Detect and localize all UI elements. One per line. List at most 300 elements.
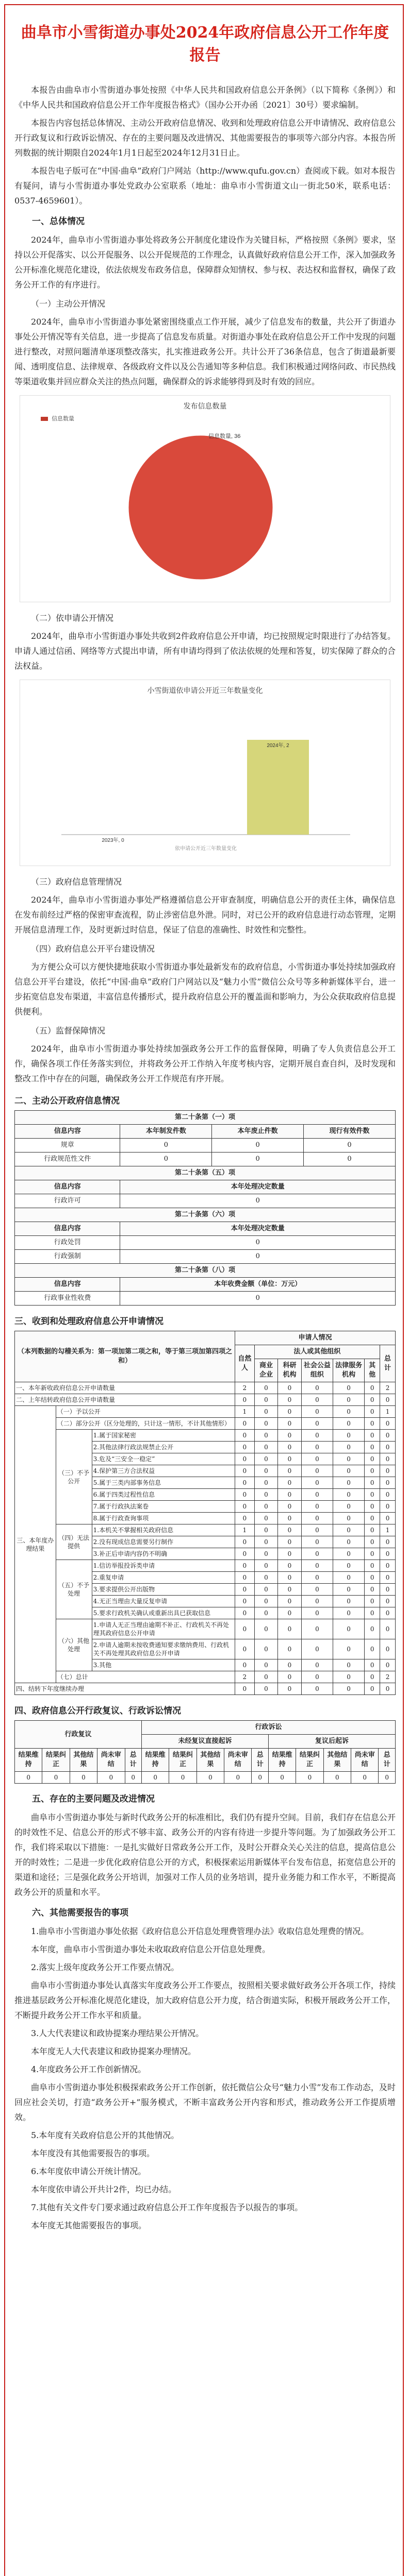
table-cell: 0 (333, 1572, 365, 1584)
table-cell: 0 (278, 1584, 302, 1596)
table-cell: 0 (333, 1639, 365, 1659)
table1-col2-0: 信息内容 (15, 1180, 120, 1194)
table-cell: 0 (254, 1536, 278, 1548)
table-cell: 0 (301, 1513, 333, 1524)
table-cell: 四、结转下年度继续办理 (15, 1683, 235, 1695)
table-cell: 0 (333, 1536, 365, 1548)
table3-col: 总计 (252, 1749, 268, 1772)
table-cell: 1 (235, 1524, 254, 1536)
table2-org-col: 其他 (365, 1359, 380, 1382)
table1-col3-0: 信息内容 (15, 1222, 120, 1236)
table3-col: 总计 (379, 1749, 396, 1772)
table-cell: 0 (380, 1465, 396, 1477)
table-cell: 0 (365, 1477, 380, 1489)
table-cell: 0 (365, 1536, 380, 1548)
table-cell: 0 (235, 1548, 254, 1560)
table-cell: 0 (380, 1501, 396, 1513)
table1-rule3-header: 第二十条第（六）项 (15, 1208, 396, 1222)
other-item-text: 本年度依申请公开共计2件，均已办结。 (31, 2184, 177, 2194)
table-cell: 0 (380, 1453, 396, 1465)
table3-col: 其他结果 (197, 1749, 224, 1772)
table-cell: 0 (365, 1639, 380, 1659)
table-cell: 0 (333, 1671, 365, 1683)
table-cell: 0 (254, 1560, 278, 1572)
table-cell: 0 (301, 1560, 333, 1572)
table-cell: 0 (169, 1772, 197, 1784)
request-disclosure-text: 2024年，曲阜市小雪街道办事处共收到2件政府信息公开申请，均已按照规定时限进行了办结答复。申请人通过信函、网络等方式提出申请，所有申请均得到了依法依规的处理和答复，切实保障了群众的合法权益。 (14, 631, 396, 671)
table-cell: 0 (254, 1671, 278, 1683)
table-cell: 0 (254, 1639, 278, 1659)
table-cell: 0 (141, 1772, 169, 1784)
info-management-text: 2024年，曲阜市小雪街道办事处严格遵循信息公开审查制度，明确信息公开的责任主体，确保信息在发布前经过严格的保密审查流程，防止涉密信息外泄。同时，对已公开的政府信息进行动态管理，定期开展信息清理工作，及时更新过时信息，保证了信息的准确性、时效性和完整性。 (14, 895, 396, 935)
pie-slice-label: 信息数量, 36 (208, 433, 241, 439)
table-cell: 0 (380, 1572, 396, 1584)
table-cell: 0 (365, 1560, 380, 1572)
supervision-heading: （五）监督保障情况 (31, 1026, 106, 1036)
table2-group-label: 三、本年度办理结果 (15, 1406, 56, 1683)
table-cell: 0 (278, 1465, 302, 1477)
table-cell: 0 (278, 1619, 302, 1639)
table-cell: 0 (254, 1524, 278, 1536)
table2-org-col: 商业企业 (254, 1359, 278, 1382)
table-cell: 0 (254, 1477, 278, 1489)
table3-col: 尚未审结 (351, 1749, 379, 1772)
table-cell: 行政强制 (15, 1250, 120, 1264)
table2-org-header: 法人或其他组织 (254, 1345, 380, 1359)
table-cell: 0 (254, 1453, 278, 1465)
table-cell: 0 (235, 1659, 254, 1671)
table3-col: 结果纠正 (296, 1749, 323, 1772)
table-cell: 0 (301, 1671, 333, 1683)
table-cell: 0 (365, 1382, 380, 1394)
table-cell: 3.要求提供公开出版物 (92, 1584, 235, 1596)
table-cell: 0 (120, 1250, 396, 1264)
table-cell: 0 (278, 1548, 302, 1560)
table-cell: 0 (333, 1619, 365, 1639)
table-cell: 0 (254, 1382, 278, 1394)
table-cell: 0 (254, 1683, 278, 1695)
table-cell: 0 (301, 1572, 333, 1584)
table-cell: 0 (301, 1596, 333, 1607)
table-row (15, 1250, 396, 1264)
table-cell: 0 (254, 1406, 278, 1418)
table3-col-row (15, 1749, 396, 1772)
table-cell: 0 (278, 1513, 302, 1524)
table-cell: 0 (278, 1659, 302, 1671)
pie-slice-information-count (128, 435, 273, 580)
table-cell: 0 (301, 1524, 333, 1536)
table-cell: 0 (252, 1772, 268, 1784)
table3-col: 其他结果 (70, 1749, 97, 1772)
table3-ss-header: 行政诉讼 (141, 1721, 395, 1735)
table-cell: 0 (254, 1572, 278, 1584)
table3-col: 总计 (125, 1749, 141, 1772)
bar-chart-box (20, 680, 390, 866)
table-cell: 0 (254, 1465, 278, 1477)
table-cell: 0 (278, 1671, 302, 1683)
table-cell: 0 (365, 1659, 380, 1671)
table3-fy-header: 行政复议 (15, 1721, 142, 1749)
other-item-title: 5.本年度有关政府信息公开的其他情况。 (31, 2130, 179, 2140)
table-cell: 5.属于三类内部事务信息 (92, 1477, 235, 1489)
bar-chart-svg (20, 696, 381, 855)
table-cell: 2.重复申请 (92, 1572, 235, 1584)
table1-rule-header: 第二十条第（一）项 (15, 1111, 396, 1125)
pie-chart-title: 发布信息数量 (183, 402, 227, 410)
table-row (15, 1153, 396, 1166)
table-cell: 0 (254, 1548, 278, 1560)
table3-col: 结果维持 (268, 1749, 296, 1772)
other-item-text: 曲阜市小雪街道办事处积极探索政务公开工作创新，依托微信公众号“魅力小雪”发布工作动态，及时回应社会关切，打造“政务公开+”服务模式，不断丰富政务公开内容和形式，推动政务公开工作提质增效。 (14, 2082, 396, 2122)
bar (247, 740, 309, 835)
supervision-text: 2024年，曲阜市小雪街道办事处持续加强政务公开工作的监督保障，明确了专人负责信息公开工作，确保各项工作任务落实到位，并将政务公开工作纳入年度考核内容，定期开展自查自纠，及时发现和整改工作中存在的问题，确保政务公开工作规范有序开展。 (14, 1044, 396, 1083)
table-cell: 0 (235, 1430, 254, 1442)
table-cell: 0 (304, 1153, 396, 1166)
table3-col: 结果维持 (141, 1749, 169, 1772)
table-cell: 0 (365, 1548, 380, 1560)
active-disclosure-heading: （一）主动公开情况 (31, 299, 106, 309)
table-cell: 2 (235, 1671, 254, 1683)
table-cell: 0 (235, 1501, 254, 1513)
review-litigation-table (14, 1720, 396, 1784)
table-cell: 0 (365, 1406, 380, 1418)
table-cell: 0 (235, 1639, 254, 1659)
table-cell: 0 (278, 1560, 302, 1572)
table-cell: 0 (333, 1465, 365, 1477)
table-cell: （一）予以公开 (56, 1406, 235, 1418)
table2-org-col: 社会公益组织 (301, 1359, 333, 1382)
table-cell: 0 (278, 1524, 302, 1536)
table-cell: 0 (301, 1453, 333, 1465)
table-cell: 0 (301, 1382, 333, 1394)
table3-col: 结果维持 (15, 1749, 42, 1772)
table-cell: 0 (278, 1683, 302, 1695)
table-cell: 0 (278, 1596, 302, 1607)
table2-org-col: 法律服务机构 (333, 1359, 365, 1382)
other-item-text: 本年度无人大代表建议和政协提案办理情况。 (31, 2046, 197, 2056)
table-cell: 0 (365, 1683, 380, 1695)
table-cell: 0 (365, 1453, 380, 1465)
table-cell: 0 (235, 1596, 254, 1607)
intro-paragraph-2: 本报告内容包括总体情况、主动公开政府信息情况、收到和处理政府信息公开申请情况、政府信息公开行政复议和行政诉讼情况、存在的主要问题及改进情况、其他需要报告的事项等六部分内容。本报告所列数据的统计期限自2024年1月1日起至2024年12月31日止。 (14, 118, 396, 158)
table-cell: 0 (301, 1430, 333, 1442)
legend-swatch (41, 417, 48, 421)
table-cell: 5.要求行政机关确认或重新出具已获取信息 (92, 1607, 235, 1619)
table-cell: 0 (70, 1772, 97, 1784)
report-body (14, 12, 396, 2236)
table-cell: 0 (235, 1536, 254, 1548)
table-cell: 0 (120, 1292, 396, 1306)
table-cell: 0 (333, 1489, 365, 1501)
table-cell: 0 (235, 1607, 254, 1619)
table-cell: 3.补正后申请内容仍不明确 (92, 1548, 235, 1560)
table-cell: 0 (301, 1536, 333, 1548)
table-cell: 2.没有现成信息需要另行制作 (92, 1536, 235, 1548)
table3-col: 尚未审结 (97, 1749, 125, 1772)
table-cell: 0 (278, 1394, 302, 1406)
table-cell: 0 (212, 1139, 304, 1153)
table-cell: 0 (235, 1584, 254, 1596)
table-cell: 7.属于行政执法案卷 (92, 1501, 235, 1513)
table-cell: 0 (278, 1639, 302, 1659)
info-management-heading: （三）政府信息管理情况 (31, 877, 122, 887)
table-row (15, 1292, 396, 1306)
table-cell: 0 (254, 1442, 278, 1453)
table-cell: 0 (365, 1465, 380, 1477)
section-other-list (14, 1924, 396, 2233)
table-cell: 0 (380, 1584, 396, 1596)
table-cell: 0 (333, 1477, 365, 1489)
table1-col-0: 信息内容 (15, 1125, 120, 1139)
table-cell: 0 (301, 1619, 333, 1639)
table3-col: 结果纠正 (169, 1749, 197, 1772)
table-cell: 0 (380, 1489, 396, 1501)
table-cell: 3.危及“三安全一稳定” (92, 1453, 235, 1465)
table-cell: 0 (296, 1772, 323, 1784)
table-row (15, 1671, 396, 1683)
section-overview-heading: 一、总体情况 (32, 216, 85, 227)
table-cell: 0 (235, 1683, 254, 1695)
pie-chart-box (20, 395, 390, 602)
table1-col-3: 现行有效件数 (304, 1125, 396, 1139)
table-cell: 0 (301, 1465, 333, 1477)
table2-caption: 三、收到和处理政府信息公开申请情况 (14, 1316, 163, 1327)
report-frame (4, 4, 404, 2576)
table-row (15, 1683, 396, 1695)
table-cell: 0 (333, 1584, 365, 1596)
table-cell: 0 (365, 1607, 380, 1619)
table-cell: 2.其他法律行政法规禁止公开 (92, 1442, 235, 1453)
table-cell: 0 (333, 1560, 365, 1572)
table-cell: 0 (235, 1418, 254, 1430)
table-row (15, 1418, 396, 1430)
table-cell: 0 (333, 1406, 365, 1418)
table-cell: 0 (120, 1153, 212, 1166)
table-cell: 0 (301, 1406, 333, 1418)
table-cell: 0 (380, 1418, 396, 1430)
table2-org-col: 科研机构 (278, 1359, 302, 1382)
table-cell: 0 (235, 1513, 254, 1524)
table-cell: 0 (235, 1572, 254, 1584)
table-cell: 2 (380, 1671, 396, 1683)
table-cell: 0 (278, 1536, 302, 1548)
table-cell: 0 (254, 1607, 278, 1619)
table-cell: 0 (268, 1772, 296, 1784)
table-cell: 0 (380, 1430, 396, 1442)
table-row (15, 1236, 396, 1250)
table-cell: 0 (380, 1442, 396, 1453)
table-cell: 0 (254, 1596, 278, 1607)
table-cell: 0 (365, 1501, 380, 1513)
other-item-text: 曲阜市小雪街道办事处认真落实年度政务公开工作要点，按照相关要求做好政务公开各项工作，持续推进基层政务公开标准化规范化建设，加大政府信息公开力度，结合街道实际，积极开展政务公开工作，不断提升政务公开工作水平和质量。 (14, 1980, 396, 2020)
table-row (15, 1394, 396, 1406)
table-cell: 0 (278, 1453, 302, 1465)
table-cell: 0 (380, 1607, 396, 1619)
table-cell: 0 (380, 1639, 396, 1659)
active-disclosure-table (14, 1110, 396, 1306)
table-cell: 0 (301, 1394, 333, 1406)
table2-total-header: 总计 (380, 1345, 396, 1382)
table-cell: 1.申请人无正当理由逾期不补正、行政机关不再处理其政府信息公开申请 (92, 1619, 235, 1639)
table1-col-1: 本年制发件数 (120, 1125, 212, 1139)
table-cell: 0 (254, 1418, 278, 1430)
table-cell: 0 (235, 1477, 254, 1489)
other-item-text: 本年度没有其他需要报告的事项。 (31, 2148, 155, 2158)
table-cell: 0 (333, 1548, 365, 1560)
table1-caption: 二、主动公开政府信息情况 (14, 1096, 120, 1106)
table-cell: 1.属于国家秘密 (92, 1430, 235, 1442)
table-cell: 0 (235, 1560, 254, 1572)
table-cell: 0 (333, 1513, 365, 1524)
table-cell: 0 (365, 1572, 380, 1584)
other-item-title: 1.曲阜市小雪街道办事处依据《政府信息公开信息处理费管理办法》收取信息处理费的情况。 (31, 1926, 369, 1936)
table3-caption: 四、政府信息公开行政复议、行政诉讼情况 (14, 1706, 181, 1716)
table-cell: 0 (278, 1477, 302, 1489)
table-cell: 4.无正当理由大量反复申请 (92, 1596, 235, 1607)
table-cell: （二）部分公开（区分处理的，只计这一情形，不计其他情形） (56, 1418, 235, 1430)
table3-col: 其他结果 (323, 1749, 351, 1772)
table1-col2-1: 本年处理决定数量 (120, 1180, 396, 1194)
section-other-heading: 六、其他需要报告的事项 (32, 1908, 128, 1918)
table2-subgroup-label: （四）无法提供 (56, 1524, 92, 1560)
table-cell: 0 (365, 1489, 380, 1501)
table-cell: 4.保护第三方合法权益 (92, 1465, 235, 1477)
pie-chart-svg (20, 422, 381, 587)
other-item-title: 2.落实上级年度政务公开工作要点情况。 (31, 1962, 179, 1972)
table-cell: 0 (333, 1659, 365, 1671)
table1-col-2: 本年废止件数 (212, 1125, 304, 1139)
table2-subgroup-label: （六）其他处理 (56, 1619, 92, 1671)
table-cell: 0 (224, 1772, 252, 1784)
table-cell: 0 (120, 1236, 396, 1250)
table-cell: 0 (235, 1394, 254, 1406)
page-title: 曲阜市小雪街道办事处2024年政府信息公开工作年度报告 (21, 24, 389, 64)
table-cell: 0 (235, 1442, 254, 1453)
table-cell: 0 (333, 1442, 365, 1453)
intro-paragraph-3: 本报告电子版可在“中国·曲阜”政府门户网站（http://www.qufu.gov.cn）查阅或下载。如对本报告有疑问，请与小雪街道办事处党政办公室联系（地址：曲阜市小雪街道文山一街北50米，联系电话：0537-4659601）。 (14, 166, 396, 206)
bar-chart-title: 小雪街道依申请公开近三年数量变化 (147, 686, 263, 694)
table-cell: 0 (301, 1683, 333, 1695)
platform-heading: （四）政府信息公开平台建设情况 (31, 944, 155, 954)
table-cell: 0 (42, 1772, 70, 1784)
table-cell: 0 (97, 1772, 125, 1784)
section-problems-heading: 五、存在的主要问题及改进情况 (32, 1794, 155, 1804)
table3-direct-header: 未经复议直接起诉 (141, 1735, 268, 1749)
table-cell: 0 (365, 1430, 380, 1442)
table-row (15, 1772, 396, 1784)
table-cell: 0 (254, 1501, 278, 1513)
table-cell: 0 (365, 1584, 380, 1596)
table-cell: 0 (380, 1394, 396, 1406)
table-cell: 0 (365, 1442, 380, 1453)
table-row (15, 1430, 396, 1442)
table-cell: 8.属于行政查询事项 (92, 1513, 235, 1524)
table-cell: 0 (333, 1382, 365, 1394)
table-cell: 0 (278, 1572, 302, 1584)
bar-data-label: 2024年, 2 (267, 743, 289, 749)
table-cell: 0 (333, 1453, 365, 1465)
table-cell: 0 (15, 1772, 42, 1784)
table-cell: 行政许可 (15, 1194, 120, 1208)
application-table (14, 1331, 396, 1695)
table-cell: 2.申请人逾期未按收费通知要求缴纳费用、行政机关不再处理其政府信息公开申请 (92, 1639, 235, 1659)
table-cell: 0 (235, 1489, 254, 1501)
table-cell: 0 (333, 1596, 365, 1607)
table-cell: 0 (365, 1418, 380, 1430)
section-problems-text: 曲阜市小雪街道办事处与新时代政务公开的标准相比，我们仍有提升空间。目前，我们存在信息公开的时效性不足、信息公开的形式不够丰富、政务公开的内容有待进一步提升等问题。为了加强政务公开工作，我们将采取以下措施：一是扎实做好日常政务公开工作，及时公开群众关心关注的信息，提高信息公开的时效性；二是进一步优化政府信息公开的方式，积极探索运用新媒体平台发布信息，拓宽信息公开的渠道和途径；三是强化政务公开培训，加强对工作人员的业务培训，提升业务能力和工作水平，不断提高政务公开的质量和水平。 (14, 1812, 396, 1897)
table-cell: 0 (380, 1619, 396, 1639)
table-cell: 0 (333, 1501, 365, 1513)
table-cell: 0 (278, 1501, 302, 1513)
table2-main-header: （本列数据的勾稽关系为：第一项加第二项之和，等于第三项加第四项之和） (15, 1331, 235, 1382)
table-cell: 0 (365, 1524, 380, 1536)
table-cell: 0 (254, 1584, 278, 1596)
table2-body (15, 1382, 396, 1695)
table-cell: 规章 (15, 1139, 120, 1153)
table-cell: 3.其他 (92, 1659, 235, 1671)
table-cell: 0 (212, 1153, 304, 1166)
table1-rule4-header: 第二十条第（八）项 (15, 1264, 396, 1278)
table-row (15, 1560, 396, 1572)
table-cell: 0 (235, 1465, 254, 1477)
other-item-text: 本年度无其他需要报告的事项。 (31, 2221, 147, 2230)
table-cell: 0 (301, 1584, 333, 1596)
table1-col3-1: 本年处理决定数量 (120, 1222, 396, 1236)
table-cell: 0 (380, 1683, 396, 1695)
table-cell: 0 (301, 1607, 333, 1619)
section-overview-text: 2024年，曲阜市小雪街道办事处将政务公开制度化建设作为关键目标，严格按照《条例》要求，坚持以公开促落实、以公开促服务、以公开促规范的工作理念，认真做好政府信息公开工作，深入加强政务公开标准化规范化建设，依法依规发布政务信息，保障群众知情权、参与权、表达权和监督权，确保了政务公开工作的有序进行。 (14, 235, 396, 290)
legend-label: 信息数量 (52, 416, 75, 422)
table-cell: 0 (380, 1596, 396, 1607)
table-cell: 0 (365, 1596, 380, 1607)
table-cell: 行政处罚 (15, 1236, 120, 1250)
table-cell: 0 (278, 1406, 302, 1418)
table-cell: 0 (301, 1501, 333, 1513)
table-cell: 0 (333, 1430, 365, 1442)
table-cell: 0 (380, 1659, 396, 1671)
table-cell: 0 (301, 1548, 333, 1560)
table-cell: 0 (301, 1639, 333, 1659)
table-cell: 0 (278, 1607, 302, 1619)
table-cell: 二、上年结转政府信息公开申请数量 (15, 1394, 235, 1406)
table1-col4-0: 信息内容 (15, 1278, 120, 1292)
table-cell: 0 (278, 1442, 302, 1453)
table-cell: 0 (278, 1418, 302, 1430)
table-cell: 0 (365, 1671, 380, 1683)
table-cell: 0 (235, 1453, 254, 1465)
table-cell: 0 (380, 1560, 396, 1572)
table-cell: 0 (254, 1394, 278, 1406)
table-cell: 0 (333, 1607, 365, 1619)
table-cell: 0 (120, 1194, 396, 1208)
table-cell: 0 (278, 1382, 302, 1394)
intro-paragraph-1: 本报告由曲阜市小雪街道办事处按照《中华人民共和国政府信息公开条例》（以下简称《条例》）和《中华人民共和国政府信息公开工作年度报告格式》（国办公开办函〔2021〕30号）要求编制。 (14, 85, 396, 110)
table-cell: 0 (333, 1683, 365, 1695)
table-cell: 1 (235, 1406, 254, 1418)
platform-text: 为方便公众可以方便快捷地获取小雪街道办事处最新发布的政府信息，小雪街道办事处持续加强政府信息公开平台建设，依托“中国·曲阜”政府门户网站以及“魅力小雪”微信公众号等多种新媒体平台，进一步拓宽信息发布渠道，丰富信息传播形式，提升政府信息公开的覆盖面和影响力，为公众获取政府信息提供便利。 (14, 962, 396, 1016)
table-cell: 0 (304, 1139, 396, 1153)
table-cell: 2 (380, 1382, 396, 1394)
table-cell: 0 (380, 1477, 396, 1489)
table-cell: 0 (235, 1619, 254, 1639)
table-cell: 0 (278, 1489, 302, 1501)
table-cell: 1.本机关不掌握相关政府信息 (92, 1524, 235, 1536)
table2-subgroup-label: （三）不予公开 (56, 1430, 92, 1524)
table-cell: 0 (333, 1524, 365, 1536)
table-cell: 0 (301, 1418, 333, 1430)
table-cell: 0 (333, 1394, 365, 1406)
table-cell: （七）总计 (56, 1671, 235, 1683)
